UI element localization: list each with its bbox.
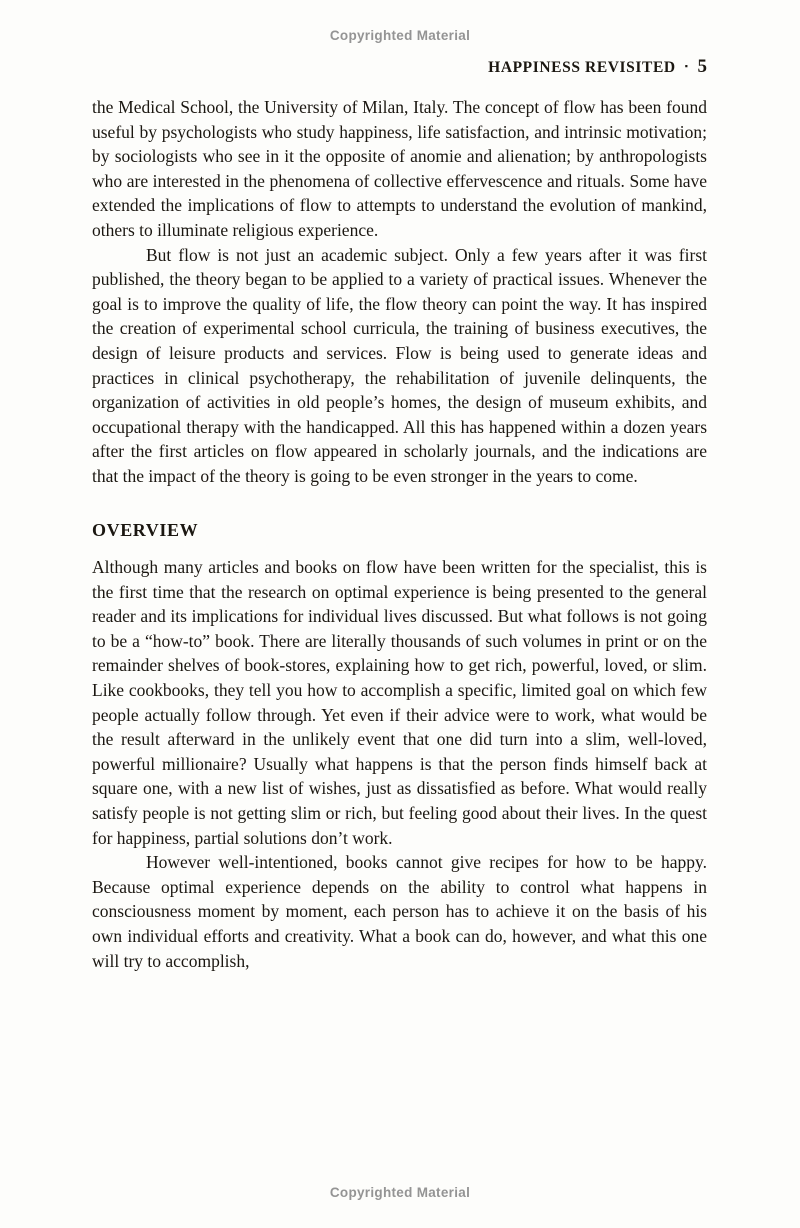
chapter-title: HAPPINESS REVISITED [488, 59, 676, 76]
paragraph: However well-intentioned, books cannot give recipes for how to be happy. Because optimal experience depends on the ability to control what happens in consciousness moment by moment, each person has to achieve it on the basis of his own individual efforts and creativity. What a book can do, however, and what this one will try to accomplish, [92, 852, 707, 971]
copyright-notice-bottom: Copyrighted Material [329, 1185, 471, 1200]
square-bullet-icon: ▪ [684, 61, 689, 71]
page-number: 5 [697, 56, 707, 77]
paragraph: the Medical School, the University of Milan, Italy. The concept of flow has been found useful by psychologists who study happiness, life satisfaction, and intrinsic motivation; by sociologists who see in it the opposite of anomie and alienation; by anthropologists who are interested in the phenomena of collective effervescence and rituals. Some have extended the implications of flow to attempts to understand the evolution of mankind, others to illuminate religious experience. [92, 97, 707, 240]
running-header [92, 56, 707, 78]
body-text [92, 95, 707, 973]
text-block [92, 56, 707, 973]
section-heading: OVERVIEW [92, 519, 199, 540]
paragraph: Although many articles and books on flow have been written for the specialist, this is the first time that the research on optimal experience is being presented to the general reader and its implications for individual lives discussed. But what follows is not going to be a “how-to” book. There are literally thousands of such volumes in print or on the remainder shelves of book-stores, explaining how to get rich, powerful, loved, or slim. Like cookbooks, they tell you how to accomplish a specific, limited goal on which few people actually follow through. Yet even if their advice were to work, what would be the result afterward in the unlikely event that one did turn into a slim, well-loved, powerful millionaire? Usually what happens is that the person finds himself back at square one, with a new list of wishes, just as dissatisfied as before. What would really satisfy people is not getting slim or rich, but feeling good about their lives. In the quest for happiness, partial solutions don’t work. [92, 557, 707, 848]
copyright-notice-top: Copyrighted Material [329, 28, 471, 43]
paragraph: But flow is not just an academic subject. Only a few years after it was first published, the theory began to be applied to a variety of practical issues. Whenever the goal is to improve the quality of life, the flow theory can point the way. It has inspired the creation of experimental school curricula, the training of business executives, the design of leisure products and services. Flow is being used to generate ideas and practices in clinical psychotherapy, the rehabilitation of juvenile delinquents, the organization of activities in old people’s homes, the design of museum exhibits, and occupational therapy with the handicapped. All this has happened within a dozen years after the first articles on flow appeared in scholarly journals, and the indications are that the impact of the theory is going to be even stronger in the years to come. [92, 244, 707, 486]
